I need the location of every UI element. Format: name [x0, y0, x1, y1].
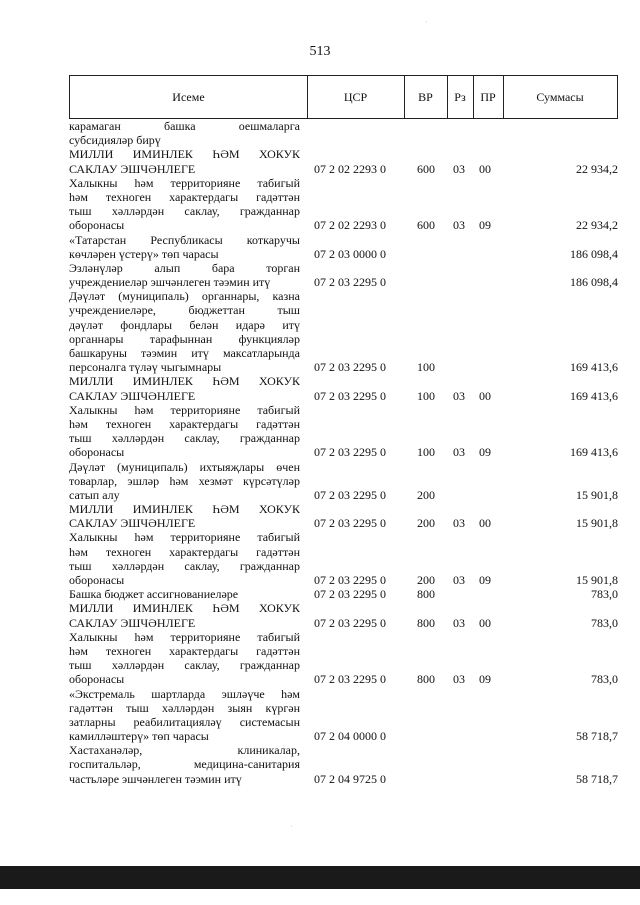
row-name-line: персоналга түләү чыгымнары	[69, 360, 222, 375]
table-row	[69, 176, 618, 233]
row-csr: 07 2 03 2295 0	[314, 445, 386, 460]
row-sum: 22 934,2	[576, 218, 618, 233]
row-csr: 07 2 02 2293 0	[314, 161, 386, 176]
row-name-line: МИЛЛИ ИМИНЛЕК ҺӘМ ХОКУК	[69, 147, 300, 162]
table-row	[69, 233, 618, 261]
row-rz: 03	[453, 388, 465, 403]
table-row	[69, 374, 618, 402]
row-name-line: карамаган башка оешмаларга	[69, 119, 300, 133]
row-sum: 58 718,7	[576, 729, 618, 744]
row-rz: 03	[453, 572, 465, 587]
row-name-line: Халыкны һәм территорияне табигый	[69, 175, 300, 190]
row-csr: 07 2 03 2295 0	[314, 572, 386, 587]
row-name	[69, 502, 300, 530]
row-name-line: оборонасы	[69, 218, 125, 233]
row-csr: 07 2 02 2293 0	[314, 218, 386, 233]
row-vr: 200	[417, 516, 435, 531]
table-row	[69, 630, 618, 687]
row-name	[69, 233, 300, 261]
table-row	[69, 687, 618, 744]
row-name-line: тыш хәлләрдән саклау, гражданнар	[69, 558, 300, 573]
page-number: 513	[309, 44, 331, 59]
row-name-line: САКЛАУ ЭШЧӘНЛЕГЕ	[69, 161, 196, 176]
row-name-line: субсидияләр бирү	[69, 133, 161, 148]
row-vr: 200	[417, 487, 435, 502]
row-pr: 09	[479, 572, 491, 587]
row-name-line: башкаруны тәэмин итү максатларында	[69, 346, 300, 360]
row-sum: 186 098,4	[570, 246, 618, 261]
row-name-line: оборонасы	[69, 672, 125, 687]
row-name-line: САКЛАУ ЭШЧӘНЛЕГЕ	[69, 615, 196, 630]
table-row	[69, 460, 618, 503]
row-name-line: органнары тарафыннан функцияләр	[69, 331, 300, 346]
row-vr: 600	[417, 161, 435, 176]
row-sum: 783,0	[591, 587, 618, 602]
table-header	[69, 75, 618, 119]
row-name	[69, 261, 300, 289]
row-name	[69, 743, 300, 786]
row-pr: 09	[479, 672, 491, 687]
row-name	[69, 119, 300, 147]
row-vr: 800	[417, 615, 435, 630]
row-csr: 07 2 03 2295 0	[314, 672, 386, 687]
row-name-line: Дәүләт (муниципаль) органнары, казна	[69, 289, 300, 304]
row-vr: 800	[417, 587, 435, 602]
table-row	[69, 403, 618, 460]
row-name	[69, 530, 300, 587]
row-name-line: дәүләт фондлары белән идарә итү	[69, 317, 300, 332]
row-rz: 03	[453, 161, 465, 176]
row-name-line: затларны реабилитацияләү системасын	[69, 714, 300, 729]
row-name-line: һәм техноген характердагы гадәттән	[69, 544, 300, 559]
row-sum: 169 413,6	[570, 388, 618, 403]
row-name-line: учреждениеләр эшчәнлеген тәэмин итү	[69, 275, 271, 290]
row-sum: 15 901,8	[576, 487, 618, 502]
scan-mark: ·	[425, 18, 428, 27]
row-name-line: Эзләнүләр алып бара торган	[69, 260, 300, 275]
row-name	[69, 601, 300, 629]
row-rz: 03	[453, 672, 465, 687]
row-sum: 186 098,4	[570, 275, 618, 290]
column-header-pr: ПР	[480, 89, 496, 104]
row-pr: 09	[479, 445, 491, 460]
row-name-line: Халыкны һәм территорияне табигый	[69, 402, 300, 417]
table-row	[69, 743, 618, 786]
table-row	[69, 530, 618, 587]
row-csr: 07 2 03 2295 0	[314, 360, 386, 375]
row-csr: 07 2 04 0000 0	[314, 729, 386, 744]
row-csr: 07 2 04 9725 0	[314, 771, 386, 786]
row-rz: 03	[453, 445, 465, 460]
row-vr: 800	[417, 672, 435, 687]
row-sum: 783,0	[591, 672, 618, 687]
column-header-name: Исеме	[172, 89, 205, 104]
table-row	[69, 502, 618, 530]
row-sum: 15 901,8	[576, 572, 618, 587]
row-name-line: оборонасы	[69, 573, 125, 587]
row-sum: 783,0	[591, 615, 618, 630]
scan-border	[0, 866, 640, 889]
row-vr: 200	[417, 572, 435, 587]
row-vr: 100	[417, 388, 435, 403]
row-name-line: гадәттән тыш хәлләрдән зыян күргән	[69, 700, 300, 715]
row-csr: 07 2 03 0000 0	[314, 246, 386, 261]
row-name-line: Халыкны һәм территорияне табигый	[69, 629, 300, 644]
table-row	[69, 147, 618, 175]
row-csr: 07 2 03 2295 0	[314, 275, 386, 290]
row-csr: 07 2 03 2295 0	[314, 587, 386, 602]
row-name-line: тыш хәлләрдән саклау, гражданнар	[69, 431, 300, 446]
row-sum: 169 413,6	[570, 445, 618, 460]
scan-mark: ·	[290, 822, 293, 831]
table-row	[69, 289, 618, 374]
row-name-line: МИЛЛИ ИМИНЛЕК ҺӘМ ХОКУК	[69, 601, 300, 616]
row-name	[69, 587, 300, 601]
table-row	[69, 261, 618, 289]
row-rz: 03	[453, 516, 465, 531]
row-csr: 07 2 03 2295 0	[314, 487, 386, 502]
row-name	[69, 460, 300, 503]
row-name-line: тыш хәлләрдән саклау, гражданнар	[69, 204, 300, 219]
row-name-line: камилләштерү» төп чарасы	[69, 729, 209, 744]
row-name-line: һәм техноген характердагы гадәттән	[69, 643, 300, 658]
row-name-line: учреждениеләре, бюджеттан тыш	[69, 303, 300, 318]
column-header-sum: Суммасы	[536, 89, 584, 104]
row-sum: 15 901,8	[576, 516, 618, 531]
row-pr: 00	[479, 615, 491, 630]
row-name	[69, 176, 300, 233]
row-name-line: һәм техноген характердагы гадәттән	[69, 189, 300, 204]
row-pr: 00	[479, 161, 491, 176]
row-vr: 100	[417, 360, 435, 375]
row-name-line: САКЛАУ ЭШЧӘНЛЕГЕ	[69, 388, 196, 403]
row-pr: 09	[479, 218, 491, 233]
row-name-line: САКЛАУ ЭШЧӘНЛЕГЕ	[69, 516, 196, 531]
row-name	[69, 147, 300, 175]
row-name	[69, 289, 300, 374]
row-name	[69, 687, 300, 744]
row-name-line: «Татарстан Республикасы коткаручы	[69, 232, 300, 247]
column-header-csr: ЦСР	[343, 89, 368, 104]
row-name-line: оборонасы	[69, 445, 125, 460]
row-name-line: Дәүләт (муниципаль) ихтыяҗлары өчен	[69, 459, 300, 474]
row-name-line: сатып алу	[69, 487, 120, 502]
row-csr: 07 2 03 2295 0	[314, 516, 386, 531]
row-pr: 00	[479, 388, 491, 403]
row-name-line: МИЛЛИ ИМИНЛЕК ҺӘМ ХОКУК	[69, 374, 300, 389]
row-name-line: көчләрен үстерү» төп чарасы	[69, 246, 219, 261]
row-sum: 58 718,7	[576, 771, 618, 786]
column-header-vr: ВР	[418, 89, 433, 104]
row-vr: 600	[417, 218, 435, 233]
row-name-line: частьләре эшчәнлеген тәэмин итү	[69, 771, 242, 786]
row-name	[69, 403, 300, 460]
row-pr: 00	[479, 516, 491, 531]
row-sum: 169 413,6	[570, 360, 618, 375]
column-header-rz: Рз	[454, 89, 466, 104]
row-name-line: Башка бюджет ассигнованиеләре	[69, 587, 239, 602]
row-sum: 22 934,2	[576, 161, 618, 176]
table-row	[69, 587, 618, 601]
table-body	[69, 119, 618, 786]
row-vr: 100	[417, 445, 435, 460]
row-rz: 03	[453, 615, 465, 630]
row-name-line: һәм техноген характердагы гадәттән	[69, 416, 300, 431]
row-name-line: МИЛЛИ ИМИНЛЕК ҺӘМ ХОКУК	[69, 502, 300, 517]
row-csr: 07 2 03 2295 0	[314, 388, 386, 403]
row-name-line: тыш хәлләрдән саклау, гражданнар	[69, 658, 300, 673]
row-name-line: госпитальләр, медицина-санитария	[69, 757, 300, 772]
row-csr: 07 2 03 2295 0	[314, 615, 386, 630]
row-name	[69, 630, 300, 687]
row-name-line: Хастаханәләр, клиникалар,	[69, 743, 300, 758]
row-name-line: Халыкны һәм территорияне табигый	[69, 530, 300, 545]
row-name-line: товарлар, эшләр һәм хезмәт күрсәтүләр	[69, 473, 300, 488]
table-row	[69, 119, 618, 147]
table-row	[69, 601, 618, 629]
row-name-line: «Экстремаль шартларда эшләүче һәм	[69, 686, 300, 701]
row-name	[69, 374, 300, 402]
row-rz: 03	[453, 218, 465, 233]
